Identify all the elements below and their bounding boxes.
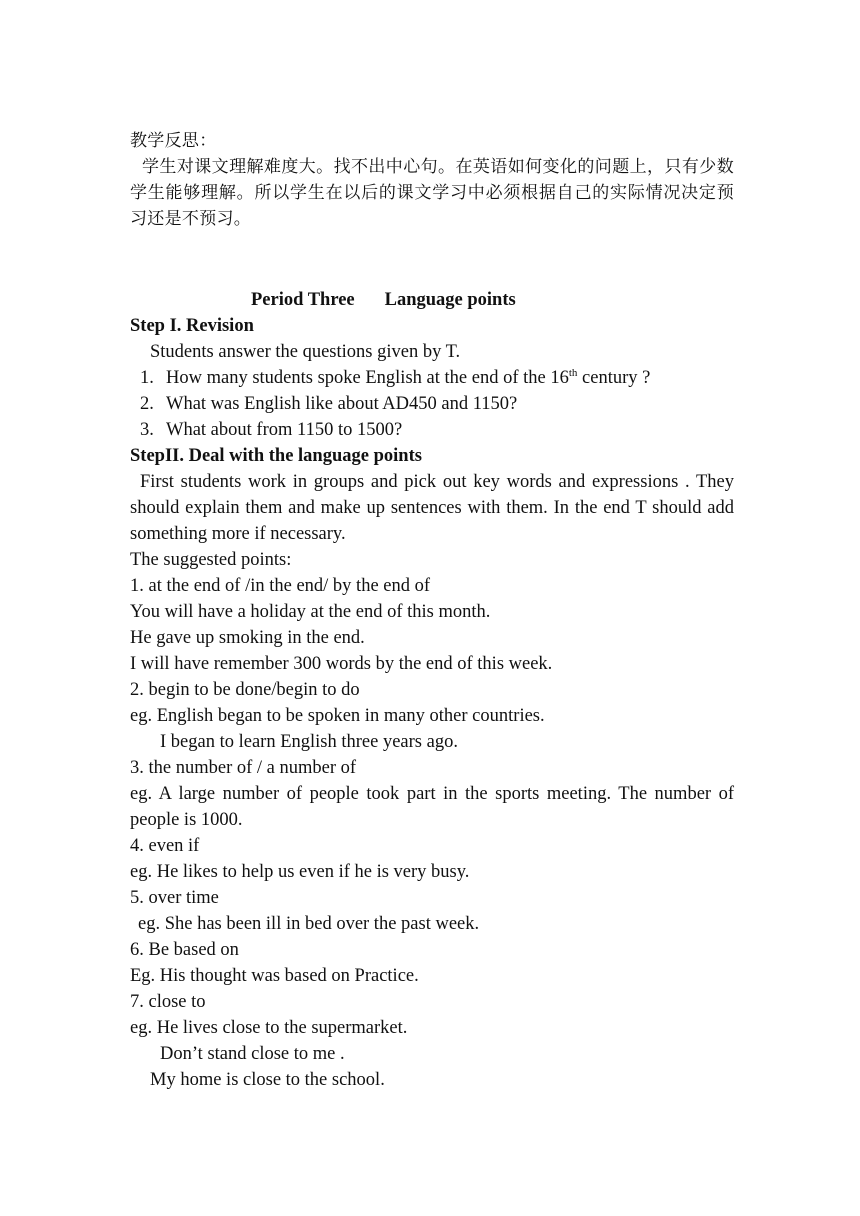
point-5-example: eg. She has been ill in bed over the past week. <box>138 914 480 934</box>
point-2-example: I began to learn English three years ago. <box>160 732 458 752</box>
period-title-right: Language points <box>384 290 516 310</box>
point-2-label: 2. begin to be done/begin to do <box>130 680 360 700</box>
point-1-example: He gave up smoking in the end. <box>130 628 365 648</box>
question-number: 2. <box>140 394 154 414</box>
step2-intro: First students work in groups and pick out key words and expressions . They should explain them and make up sentences with them. In the end T should add something more if necessary. <box>130 472 734 544</box>
point-1-example: I will have remember 300 words by the end of this week. <box>130 654 553 674</box>
question-text-after: century ? <box>577 368 651 388</box>
point-1-label: 1. at the end of /in the end/ by the end of <box>130 576 431 596</box>
question-number: 3. <box>140 420 154 440</box>
point-2-example: eg. English began to be spoken in many other countries. <box>130 706 545 726</box>
suggested-points-label: The suggested points: <box>130 550 292 570</box>
step1-intro: Students answer the questions given by T. <box>150 342 461 362</box>
question-text: What about from 1150 to 1500? <box>166 420 403 440</box>
point-7-example: My home is close to the school. <box>150 1070 385 1090</box>
point-6-label: 6. Be based on <box>130 940 239 960</box>
period-title <box>130 287 734 313</box>
point-1-example: You will have a holiday at the end of this month. <box>130 602 491 622</box>
point-7-example: eg. He lives close to the supermarket. <box>130 1018 408 1038</box>
point-3-label: 3. the number of / a number of <box>130 758 357 778</box>
reflection-paragraph: 学生对课文理解难度大。找不出中心句。在英语如何变化的问题上，只有少数学生能够理解。所以学生在以后的课文学习中必须根据自己的实际情况决定预习还是不预习。 <box>130 157 734 229</box>
question-text: What was English like about AD450 and 1150? <box>166 394 518 414</box>
step2-heading: StepII. Deal with the language points <box>130 446 422 466</box>
question-item <box>130 391 734 417</box>
reflection-heading: 教学反思： <box>130 131 217 151</box>
lesson-content <box>130 287 734 1093</box>
question-item <box>130 365 734 391</box>
step1-heading: Step I. Revision <box>130 316 254 336</box>
point-5-label: 5. over time <box>130 888 219 908</box>
point-7-label: 7. close to <box>130 992 206 1012</box>
point-3-example: eg. A large number of people took part in the sports meeting. The number of people is 1000. <box>130 784 734 830</box>
teaching-reflection <box>130 128 734 232</box>
question-number: 1. <box>140 368 154 388</box>
question-text-before: How many students spoke English at the end of the 16 <box>166 368 569 388</box>
point-6-example: Eg. His thought was based on Practice. <box>130 966 419 986</box>
point-4-example: eg. He likes to help us even if he is very busy. <box>130 862 470 882</box>
question-superscript: th <box>568 366 578 379</box>
question-item <box>130 417 734 443</box>
period-title-left: Period Three <box>251 290 355 310</box>
point-7-example: Don’t stand close to me . <box>160 1044 345 1064</box>
point-4-label: 4. even if <box>130 836 200 856</box>
